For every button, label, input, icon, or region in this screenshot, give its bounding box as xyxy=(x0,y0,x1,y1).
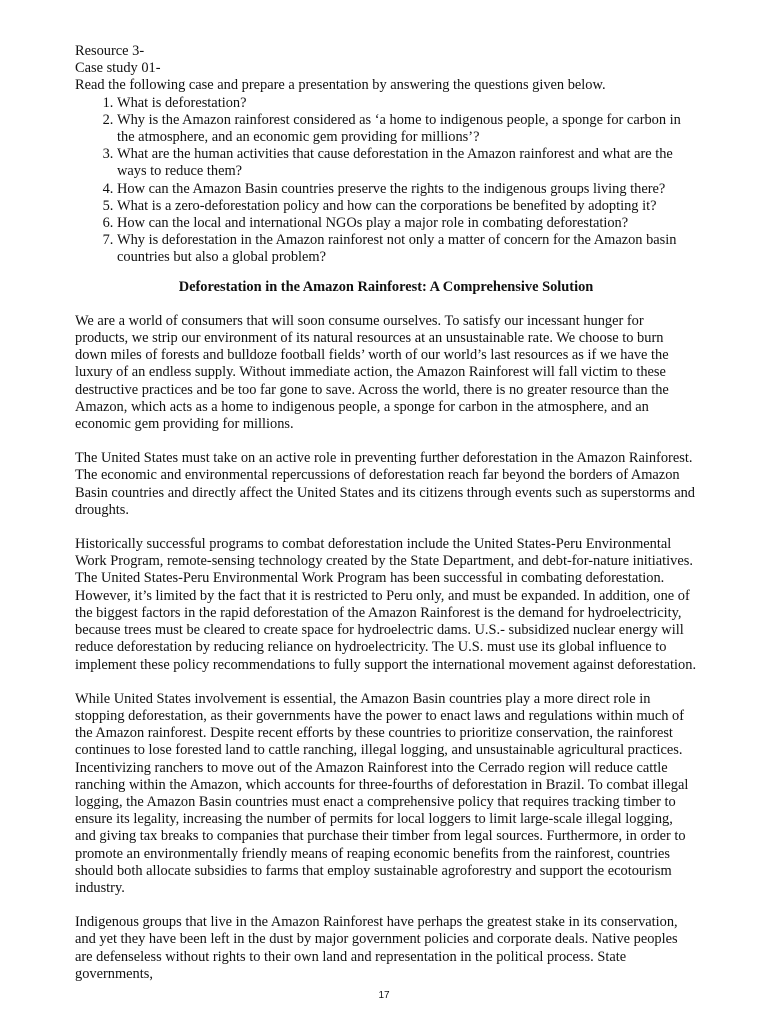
question-item: 2. Why is the Amazon rainforest considered as ‘a home to indigenous people, a sponge for carbon in the atmosphere, and an economic gem providing for millions’? xyxy=(117,112,697,146)
article-paragraph: While United States involvement is essential, the Amazon Basin countries play a more direct role in stopping deforestation, as their governments have the power to enact laws and regulations within much of the Amazon rainforest. Despite recent efforts by these countries to prioritize conservation, the rainforest continues to lose forested land to cattle ranching, illegal logging, and unsustainable agricultural practices. Incentivizing ranchers to move out of the Amazon Rainforest into the Cerrado region will reduce cattle ranching within the Amazon, which accounts for three-fourths of deforestation in Brazil. To combat illegal logging, the Amazon Basin countries must enact a comprehensive policy that requires tracking timber to ensure its legality, increasing the number of permits for local loggers to limit large-scale illegal logging, and giving tax breaks to companies that purchase their timber from legal sources. Furthermore, in order to promote an environmentally friendly means of reaping economic benefits from the rainforest, countries should both allocate subsidies to farms that employ sustainable agroforestry and support the ecotourism industry. xyxy=(75,690,689,896)
article-paragraph: Indigenous groups that live in the Amazon Rainforest have perhaps the greatest stake in its conservation, and yet they have been left in the dust by major government policies and corporate deals. Native peoples are defenseless without rights to their own land and representation in the political process. State governments, xyxy=(75,914,678,982)
question-item: 7. Why is deforestation in the Amazon rainforest not only a matter of concern for the Amazon basin countries but also a global problem? xyxy=(117,232,697,266)
question-item: 1. What is deforestation? xyxy=(117,95,697,112)
question-item: 4. How can the Amazon Basin countries preserve the rights to the indigenous groups living there? xyxy=(117,181,697,198)
case-study-label: Case study 01- xyxy=(75,60,161,77)
document-page xyxy=(75,43,697,1000)
question-item: 3. What are the human activities that cause deforestation in the Amazon rainforest and what are the ways to reduce them? xyxy=(117,146,697,180)
page-number: 17 xyxy=(378,990,390,1001)
question-list xyxy=(75,95,697,267)
question-item: 6. How can the local and international NGOs play a major role in combating deforestation? xyxy=(117,215,697,232)
article-paragraph: We are a world of consumers that will soon consume ourselves. To satisfy our incessant hunger for products, we strip our environment of its natural resources at an unsustainable rate. We choose to burn down miles of forests and bulldoze football fields’ worth of our world’s last resources as if we have the luxury of an endless supply. Without immediate action, the Amazon Rainforest will fall victim to these destructive practices and be too far gone to save. Across the world, there is no greater resource than the Amazon, which acts as a home to indigenous people, a sponge for carbon in the atmosphere, and an economic gem providing for millions. xyxy=(75,312,669,433)
article-title: Deforestation in the Amazon Rainforest: A Comprehensive Solution xyxy=(178,278,594,295)
question-item: 5. What is a zero-deforestation policy and how can the corporations be benefited by adopting it? xyxy=(117,198,697,215)
article-paragraph: Historically successful programs to combat deforestation include the United States-Peru Environmental Work Program, remote-sensing technology created by the State Department, and debt-for-nature initiatives. The United States-Peru Environmental Work Program has been successful in combating deforestation. However, it’s limited by the fact that it is restricted to Peru only, and must be expanded. In addition, one of the biggest factors in the rapid deforestation of the Amazon Rainforest is the demand for hydroelectricity, because trees must be cleared to create space for hydroelectric dams. U.S.- subsidized nuclear energy will reduce deforestation by reducing reliance on hydroelectricity. The U.S. must use its global influence to implement these policy recommendations to fully support the international movement against deforestation. xyxy=(75,536,697,673)
resource-label: Resource 3- xyxy=(75,43,145,59)
article-paragraph: The United States must take on an active role in preventing further deforestation in the Amazon Rainforest. The economic and environmental repercussions of deforestation reach far beyond the borders of Amazon Basin countries and directly affect the United States and its citizens through events such as superstorms and droughts. xyxy=(75,450,695,518)
instruction-text: Read the following case and prepare a presentation by answering the questions given below. xyxy=(75,77,606,94)
